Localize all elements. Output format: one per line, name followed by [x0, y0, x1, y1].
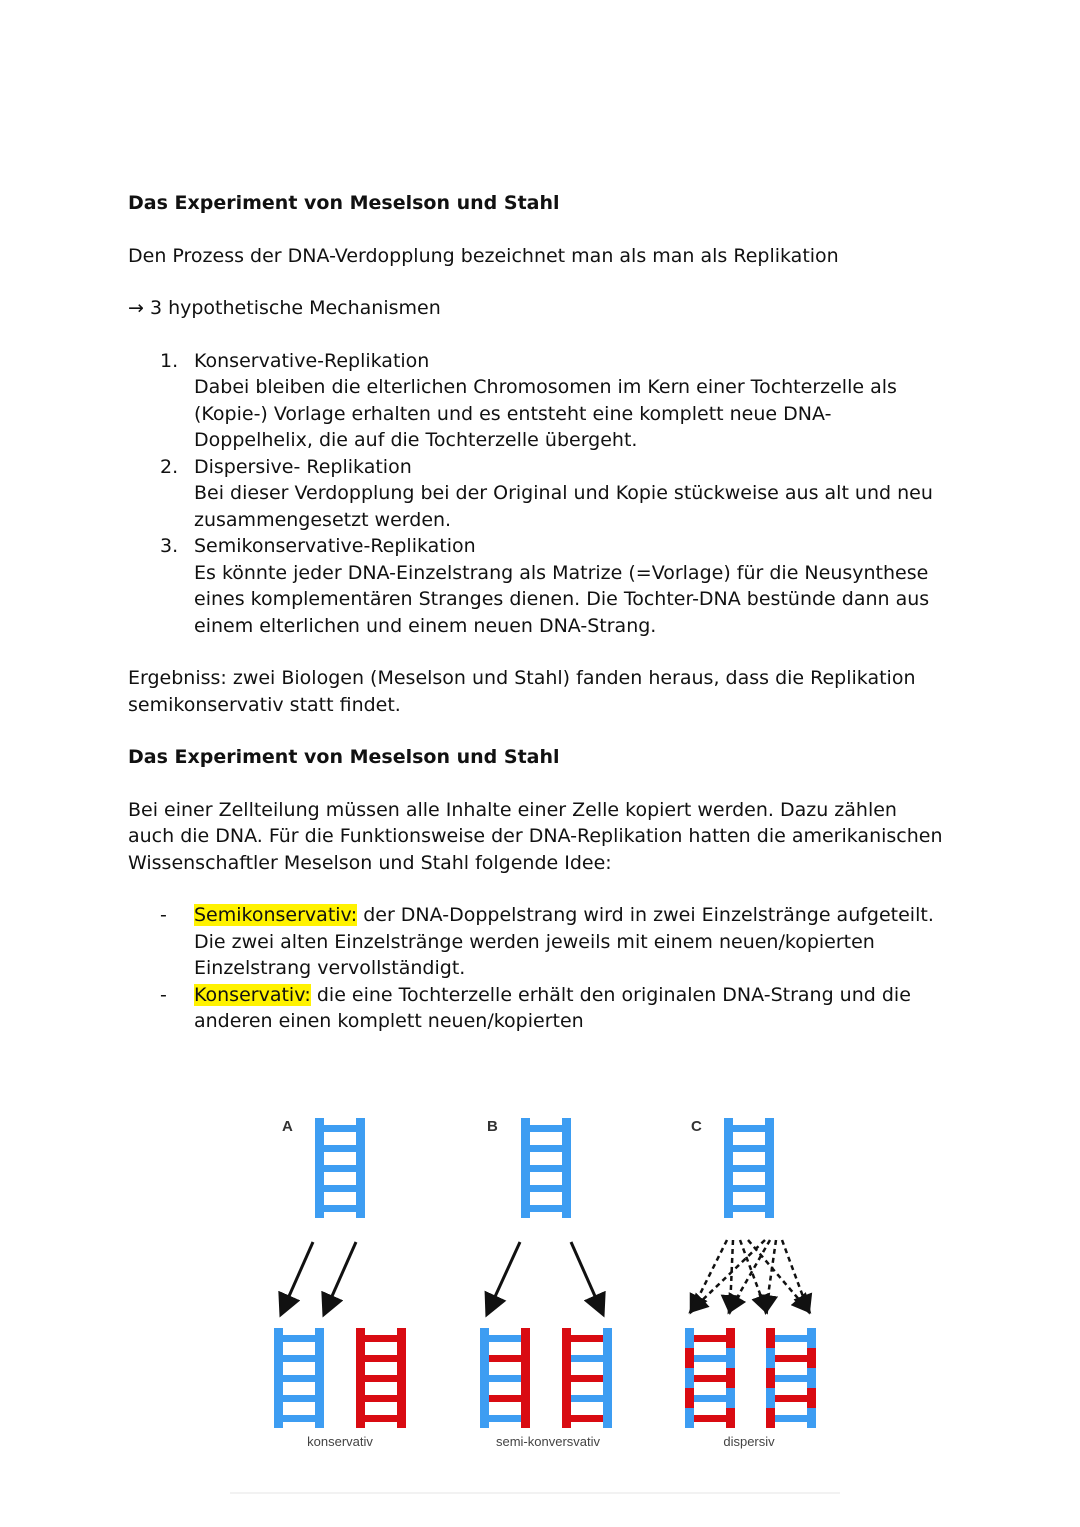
- dna-rung: [489, 1335, 521, 1342]
- list-item: [160, 454, 948, 534]
- item-title: Semikonservative-Replikation: [194, 535, 476, 557]
- dna-rung: [489, 1395, 521, 1402]
- arrow: [325, 1242, 356, 1312]
- arrow: [571, 1242, 602, 1312]
- dna-rung: [733, 1185, 765, 1192]
- arrow: [282, 1242, 313, 1312]
- dna-strand: [274, 1328, 283, 1428]
- dna-strand: [726, 1408, 735, 1428]
- dna-strand: [726, 1328, 735, 1348]
- item-text: Es könnte jeder DNA-Einzelstrang als Matrize (=Vorlage) für die Neusynthese eines komplementären Stranges dienen. Die Tochter-DNA bestünde dann aus einem elterlichen und einem neuen DNA-Strang.: [194, 561, 930, 637]
- dna-rung: [530, 1165, 562, 1172]
- panel-label-a: A: [282, 1118, 293, 1135]
- dna-strand: [807, 1328, 816, 1348]
- dna-strand: [726, 1368, 735, 1388]
- section2-heading: Das Experiment von Meselson und Stahl: [128, 746, 560, 768]
- result-text: Ergebniss: zwei Biologen (Meselson und Stahl) fanden heraus, dass die Replikation semikonservativ statt findet.: [128, 667, 916, 716]
- item-title: Dispersive- Replikation: [194, 455, 412, 478]
- dna-rung: [694, 1415, 726, 1422]
- dna-strand: [356, 1118, 365, 1218]
- dna-strand: [480, 1328, 489, 1428]
- dna-strand: [807, 1408, 816, 1428]
- dna-rung: [530, 1145, 562, 1152]
- dna-strand: [562, 1328, 571, 1428]
- dna-rung: [571, 1375, 603, 1382]
- diagram-svg: [230, 1100, 840, 1500]
- dna-strand: [685, 1388, 694, 1408]
- dna-rung: [775, 1415, 807, 1422]
- dna-strand: [521, 1118, 530, 1218]
- dna-rung: [733, 1165, 765, 1172]
- dna-strand: [807, 1348, 816, 1368]
- list-item: [160, 533, 948, 639]
- dna-rung: [324, 1145, 356, 1152]
- item-text: Dabei bleiben die elterlichen Chromosomen im Kern einer Tochterzelle als (Kopie-) Vorlage erhalten und es entsteht eine komplett neue DNA-Doppelhelix, die auf die Tochterzelle übergeht.: [194, 376, 897, 451]
- list-item: [160, 902, 948, 982]
- section1-intro: Den Prozess der DNA-Verdopplung bezeichnet man als man als Replikation: [128, 244, 839, 267]
- dna-strand: [807, 1388, 816, 1408]
- dna-rung: [283, 1415, 315, 1422]
- dna-rung: [775, 1375, 807, 1382]
- list-item: [160, 348, 948, 454]
- section1-heading: Das Experiment von Meselson und Stahl: [128, 192, 560, 214]
- dna-rung: [775, 1335, 807, 1342]
- dna-rung: [571, 1395, 603, 1402]
- dna-rung: [571, 1415, 603, 1422]
- list-number: 2.: [160, 455, 179, 478]
- dna-rung: [733, 1205, 765, 1212]
- dna-strand: [685, 1348, 694, 1368]
- dna-rung: [365, 1335, 397, 1342]
- dna-rung: [365, 1415, 397, 1422]
- dna-strand: [766, 1368, 775, 1388]
- dna-rung: [365, 1355, 397, 1362]
- ideas-list: [160, 902, 948, 1035]
- dna-rung: [324, 1205, 356, 1212]
- highlighted-term: Semikonservativ:: [194, 904, 358, 926]
- dna-strand: [315, 1328, 324, 1428]
- dna-rung: [775, 1395, 807, 1402]
- dash-bullet: -: [160, 904, 167, 926]
- section2-intro: Bei einer Zellteilung müssen alle Inhalte einer Zelle kopiert werden. Dazu zählen auch die DNA. Für die Funktionsweise der DNA-Replikation hatten die amerikanischen Wissenschaftler Meselson und Stahl folgende Idee:: [128, 798, 943, 874]
- caption-dispersiv: dispersiv: [723, 1434, 775, 1449]
- dna-strand: [562, 1118, 571, 1218]
- list-number: 1.: [160, 349, 179, 372]
- dna-rung: [694, 1355, 726, 1362]
- caption-konservativ: konservativ: [307, 1434, 373, 1449]
- dna-rung: [283, 1395, 315, 1402]
- highlighted-term: Konservativ:: [194, 983, 311, 1006]
- dna-rung: [283, 1375, 315, 1382]
- dna-strand: [603, 1328, 612, 1428]
- dna-strand: [726, 1388, 735, 1408]
- dna-rung: [365, 1395, 397, 1402]
- arrow: [488, 1242, 520, 1312]
- document-page: [128, 190, 948, 1035]
- dna-rung: [733, 1145, 765, 1152]
- dna-rung: [489, 1375, 521, 1382]
- dna-rung: [530, 1185, 562, 1192]
- dna-rung: [283, 1355, 315, 1362]
- dna-rung: [489, 1355, 521, 1362]
- panel-label-c: C: [691, 1118, 702, 1135]
- list-number: 3.: [160, 535, 179, 557]
- dna-strand: [685, 1368, 694, 1388]
- replication-diagram: [230, 1100, 840, 1500]
- panel-label-b: B: [487, 1118, 498, 1135]
- dna-strand: [766, 1388, 775, 1408]
- dna-rung: [530, 1125, 562, 1132]
- dna-rung: [489, 1415, 521, 1422]
- dna-strand: [807, 1368, 816, 1388]
- caption-semikonservativ: semi-konversvativ: [495, 1434, 601, 1449]
- dna-strand: [685, 1408, 694, 1428]
- dna-rung: [324, 1185, 356, 1192]
- dna-strand: [766, 1408, 775, 1428]
- dna-strand: [766, 1348, 775, 1368]
- dna-rung: [694, 1395, 726, 1402]
- dna-strand: [685, 1328, 694, 1348]
- dashed-arrows: [692, 1240, 808, 1310]
- dna-rung: [571, 1355, 603, 1362]
- dna-rung: [694, 1375, 726, 1382]
- dna-rung: [530, 1205, 562, 1212]
- mechanisms-list: [160, 348, 948, 640]
- dna-rung: [571, 1335, 603, 1342]
- dash-bullet: -: [160, 983, 167, 1006]
- item-title: Konservative-Replikation: [194, 349, 430, 372]
- dna-rung: [324, 1165, 356, 1172]
- dna-strand: [724, 1118, 733, 1218]
- dna-strand: [315, 1118, 324, 1218]
- dna-rung: [775, 1355, 807, 1362]
- item-text: Bei dieser Verdopplung bei der Original und Kopie stückweise aus alt und neu zusammengesetzt werden.: [194, 482, 933, 531]
- mechanisms-line: → 3 hypothetische Mechanismen: [128, 297, 441, 319]
- dna-strand: [397, 1328, 406, 1428]
- dna-rung: [694, 1335, 726, 1342]
- dna-strand: [726, 1348, 735, 1368]
- dna-strand: [521, 1328, 530, 1428]
- dna-ladders: [274, 1118, 816, 1428]
- bullet-text: der DNA-Doppelstrang wird in zwei Einzelstränge aufgeteilt. Die zwei alten Einzelstränge werden jeweils mit einem neuen/kopierten Einzelstrang vervollständigt.: [194, 904, 934, 979]
- bullet-text: die eine Tochterzelle erhält den originalen DNA-Strang und die anderen einen komplett neuen/kopierten: [194, 983, 911, 1032]
- dna-strand: [765, 1118, 774, 1218]
- dna-strand: [356, 1328, 365, 1428]
- list-item: [160, 982, 948, 1035]
- dna-rung: [733, 1125, 765, 1132]
- dna-rung: [365, 1375, 397, 1382]
- dna-strand: [766, 1328, 775, 1348]
- dna-rung: [283, 1335, 315, 1342]
- dna-rung: [324, 1125, 356, 1132]
